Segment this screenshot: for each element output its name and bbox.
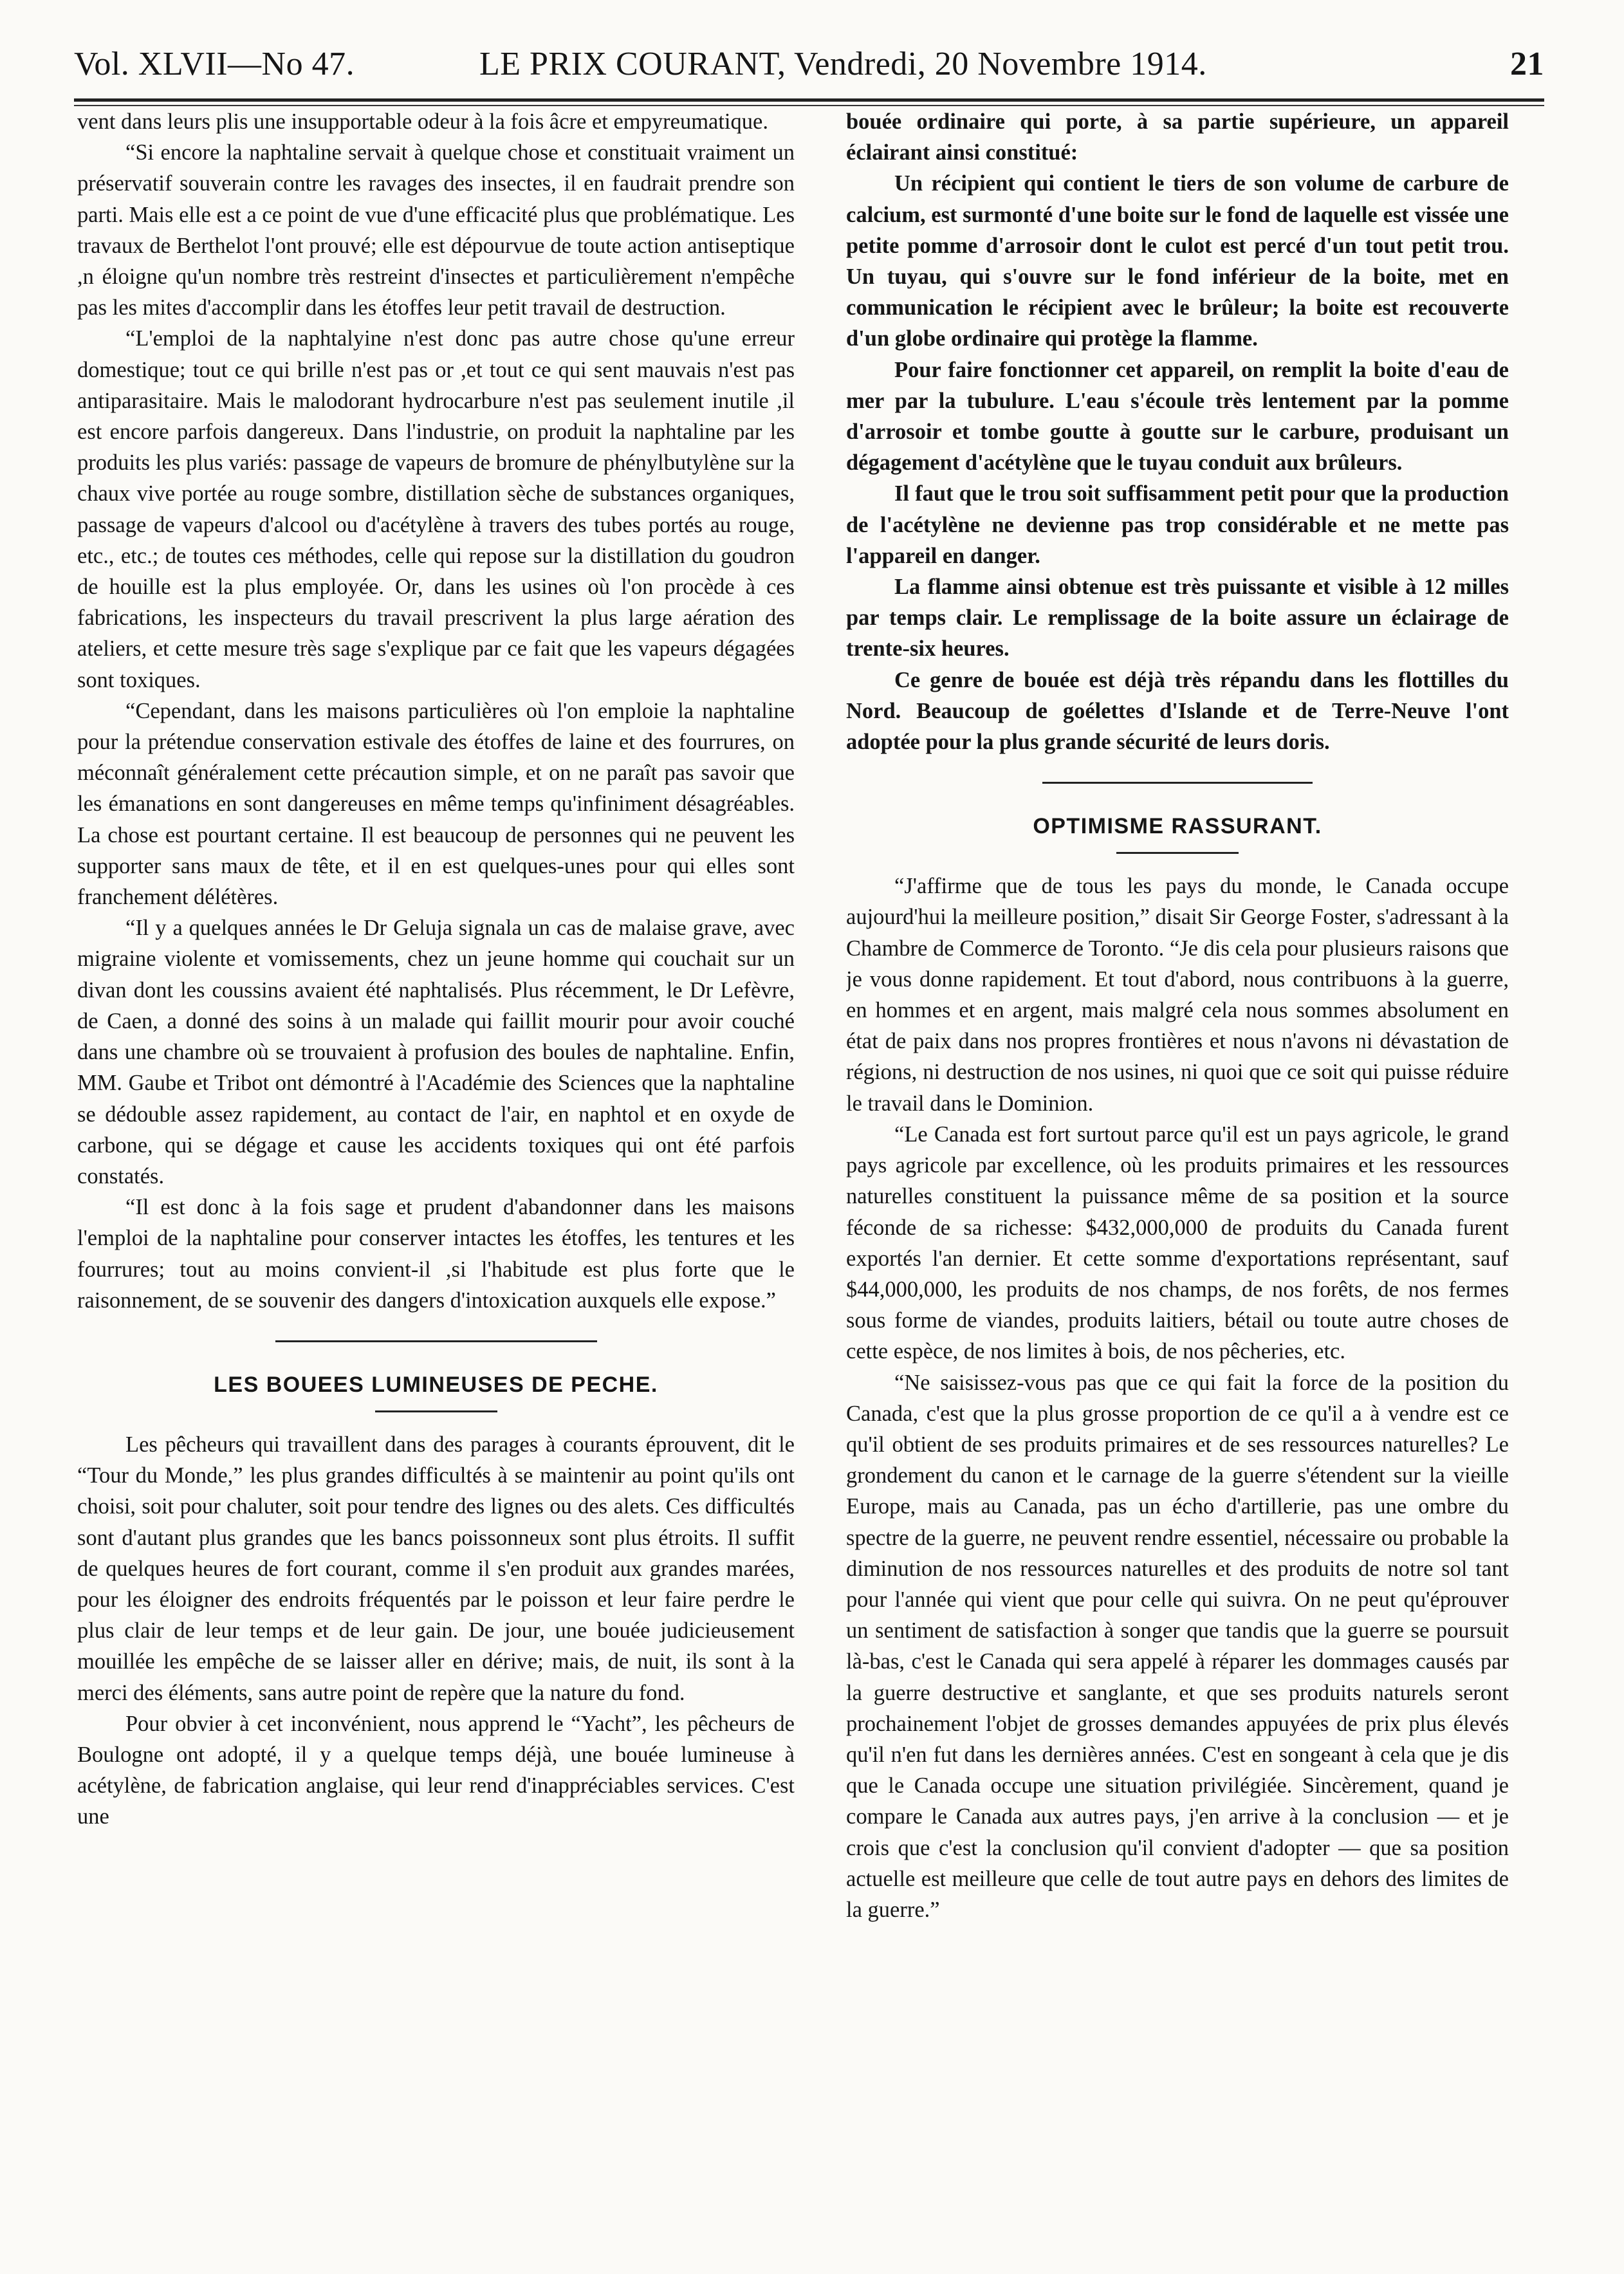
article-title: LES BOUEES LUMINEUSES DE PECHE. xyxy=(214,1372,658,1397)
paragraph: Les pêcheurs qui travaillent dans des parages à courants éprouvent, dit le “Tour du Monde,” les plus grandes difficultés à se maintenir au point qu'ils ont choisi, soit pour chaluter, soit pour tendre des lignes ou des alets. Ces difficultés sont d'autant plus grandes que les bancs poissonneux sont plus étroits. Il suffit de quelques heures de fort courant, comme il s'en produit aux grandes marées, pour les éloigner des endroits fréquentés par le poisson et leur faire perdre le plus clair de leur temps et de leur gain. De jour, une bouée judicieusement mouillée les empêche de se laisser aller en dérive; mais, de nuit, ils sont à la merci des éléments, sans autre point de repère que la nature du fond. xyxy=(77,1432,795,1705)
publication-title-date: LE PRIX COURANT, Vendredi, 20 Novembre 1914. xyxy=(479,46,1207,82)
header-rule xyxy=(74,98,1544,102)
paragraph: “L'emploi de la naphtalyine n'est donc pas autre chose qu'une erreur domestique; tout ce qui brille n'est pas or ,et tout ce qui sent mauvais n'est pas antiparasitaire. Mais le malodorant hydrocarbure n'est pas seulement inutile ,il est encore parfois dangereux. Dans l'industrie, on produit la naphtaline par les produits les plus variés: passage de vapeurs de bromure de phénylbutylène sur la chaux vive portée au rouge sombre, distillation sèche de substances organiques, passage de vapeurs d'alcool ou d'acétylène à travers des tubes portés au rouge, etc., etc.; de toutes ces méthodes, celle qui repose sur la distillation du goudron de houille est la plus employée. Or, dans les usines où l'on procède à ces fabrications, les inspecteurs du travail prescrivent la plus large aération des ateliers, et cette mesure très sage s'explique par ce fait que les vapeurs dégagées sont toxiques. xyxy=(77,326,795,692)
paragraph: La flamme ainsi obtenue est très puissante et visible à 12 milles par temps clair. Le remplissage de la boite assure un éclairage de trente-six heures. xyxy=(846,575,1509,661)
right-column xyxy=(846,106,1509,2249)
page-number: 21 xyxy=(1510,46,1544,82)
article-title: OPTIMISME RASSURANT. xyxy=(1033,814,1322,839)
section-divider xyxy=(275,1340,597,1342)
paragraph: “J'affirme que de tous les pays du monde, le Canada occupe aujourd'hui la meilleure position,” disait Sir George Foster, s'adressant à la Chambre de Commerce de Toronto. “Je dis cela pour plusieurs raisons que je vous donne rapidement. Et tout d'abord, nous contribuons à la guerre, en hommes et en argent, mais malgré cela nous sommes absolument en état de paix dans nos propres frontières et nous n'avons ni dévastation de régions, ni destruction de nos usines, ni quoi que ce soit qui puisse réduire le travail dans le Dominion. xyxy=(846,874,1509,1116)
paragraph: vent dans leurs plis une insupportable odeur à la fois âcre et empyreumatique. xyxy=(77,109,768,134)
title-underline xyxy=(1116,852,1239,854)
paragraph: bouée ordinaire qui porte, à sa partie supérieure, un appareil éclairant ainsi constitué: xyxy=(846,109,1509,165)
paragraph: “Le Canada est fort surtout parce qu'il est un pays agricole, le grand pays agricole par excellence, où les produits primaires et les ressources naturelles constituent la puissance même de sa position et la source féconde de sa richesse: $432,000,000 de produits du Canada furent exportés l'an dernier. Et cette somme d'exportations représentant, sauf $44,000,000, les produits de nos champs, de nos forêts, de nos fermes sous forme de viandes, produits laitiers, bétail ou toute autre choses de cette espèce, de nos limites à bois, de nos pêcheries, etc. xyxy=(846,1122,1509,1364)
section-divider xyxy=(1042,782,1313,784)
paragraph: Il faut que le trou soit suffisamment petit pour que la production de l'acétylène ne devienne pas trop considérable et ne mette pas l'appareil en danger. xyxy=(846,481,1509,568)
left-column xyxy=(77,106,795,2249)
page-header xyxy=(74,32,1544,97)
paragraph: “Il est donc à la fois sage et prudent d'abandonner dans les maisons l'emploi de la naphtaline pour conserver intactes les étoffes, les tentures et les fourrures; tout au moins convient-il ,si l'habitude est plus forte que le raisonnement, de se souvenir des dangers d'intoxication auxquels elle expose.” xyxy=(77,1195,795,1313)
paragraph: Pour obvier à cet inconvénient, nous apprend le “Yacht”, les pêcheurs de Boulogne ont adopté, il y a quelque temps déjà, une bouée lumineuse à acétylène, de fabrication anglaise, qui leur rend d'inappréciables services. C'est une xyxy=(77,1711,795,1829)
paragraph: “Ne saisissez-vous pas que ce qui fait la force de la position du Canada, c'est que la plus grosse proportion de ce qu'il a à vendre est ce qu'il obtient de ses produits primaires et de ses ressources naturelles? Le grondement du canon et le carnage de la guerre s'étendent sur la vieille Europe, mais au Canada, pas un écho d'artillerie, pas une ombre du spectre de la guerre, ne peuvent rendre essentiel, nécessaire ou probable la diminution de nos ressources naturelles et des produits de notre sol tant pour l'année qui vient que pour celle qui suivra. On ne peut qu'éprouver un sentiment de satisfaction à songer que tandis que la guerre se poursuit là-bas, c'est le Canada qui sera appelé à réparer les dommages causés par la guerre destructive et sanglante, et que ses produits naturels seront prochainement l'objet de grosses demandes appuyées de prix plus élevés qu'il n'en fut dans les dernières années. C'est en songeant à cela que je dis que le Canada occupe une situation privilégiée. Sincèrement, quand je compare le Canada aux autres pays, j'en arrive à la conclusion — et je crois que c'est la conclusion qu'il convient d'adopter — que sa position actuelle est meilleure que celle de tout autre pays en dehors des limites de la guerre.” xyxy=(846,1370,1509,1922)
paragraph: “Si encore la naphtaline servait à quelque chose et constituait vraiment un préservatif souverain contre les ravages des insectes, il en faudrait prendre son parti. Mais elle est a ce point de vue d'une efficacité plus que problématique. Les travaux de Berthelot l'ont prouvé; elle est dépourvue de toute action antiseptique ,n éloigne qu'un nombre très restreint d'insectes et particulièrement n'empêche pas les mites d'accomplir dans les étoffes leur petit travail de destruction. xyxy=(77,140,795,320)
paragraph: Ce genre de bouée est déjà très répandu dans les flottilles du Nord. Beaucoup de goélettes d'Islande et de Terre-Neuve l'ont adoptée pour la plus grande sécurité de leurs doris. xyxy=(846,667,1509,755)
volume-number: Vol. XLVII—No 47. xyxy=(74,46,355,82)
title-underline xyxy=(375,1410,497,1412)
paragraph: “Cependant, dans les maisons particulières où l'on emploie la naphtaline pour la prétendue conservation estivale des étoffes de laine et des fourrures, on méconnaît généralement cette précaution simple, et on ne paraît pas savoir que les émanations en sont dangereuses en même temps qu'infiniment désagréables. La chose est pourtant certaine. Il est beaucoup de personnes qui ne peuvent les supporter sans maux de tête, et il en est quelques-unes pour qui elles sont franchement délétères. xyxy=(77,698,795,910)
paragraph: “Il y a quelques années le Dr Geluja signala un cas de malaise grave, avec migraine violente et vomissements, chez un jeune homme qui couchait sur un divan dont les coussins avaient été naphtalisés. Plus récemment, le Dr Lefèvre, de Caen, a donné des soins à un malade qui faillit mourir pour avoir couché dans une chambre où se trouvaient à profusion des boules de naphtaline. Enfin, MM. Gaube et Tribot ont démontré à l'Académie des Sciences que la naphtaline se dédouble assez rapidement, au contact de l'air, en naphtol et en oxyde de carbone, qui se dégage et cause les accidents toxiques qui ont été parfois constatés. xyxy=(77,916,795,1188)
paragraph: Un récipient qui contient le tiers de son volume de carbure de calcium, est surmonté d'une boite sur le fond de laquelle est vissée une petite pomme d'arrosoir dont le culot est percé d'un tout petit trou. Un tuyau, qui s'ouvre sur le fond inférieur de la boite, met en communication le récipient avec le brûleur; la boite est recouverte d'un globe ordinaire qui protège la flamme. xyxy=(846,171,1509,351)
paragraph: Pour faire fonctionner cet appareil, on remplit la boite d'eau de mer par la tubulure. L'eau s'écoule très lentement par la pomme d'arrosoir et tombe goutte à goutte sur le carbure, produisant un dégagement d'acétylène que le tuyau conduit aux brûleurs. xyxy=(846,357,1509,476)
